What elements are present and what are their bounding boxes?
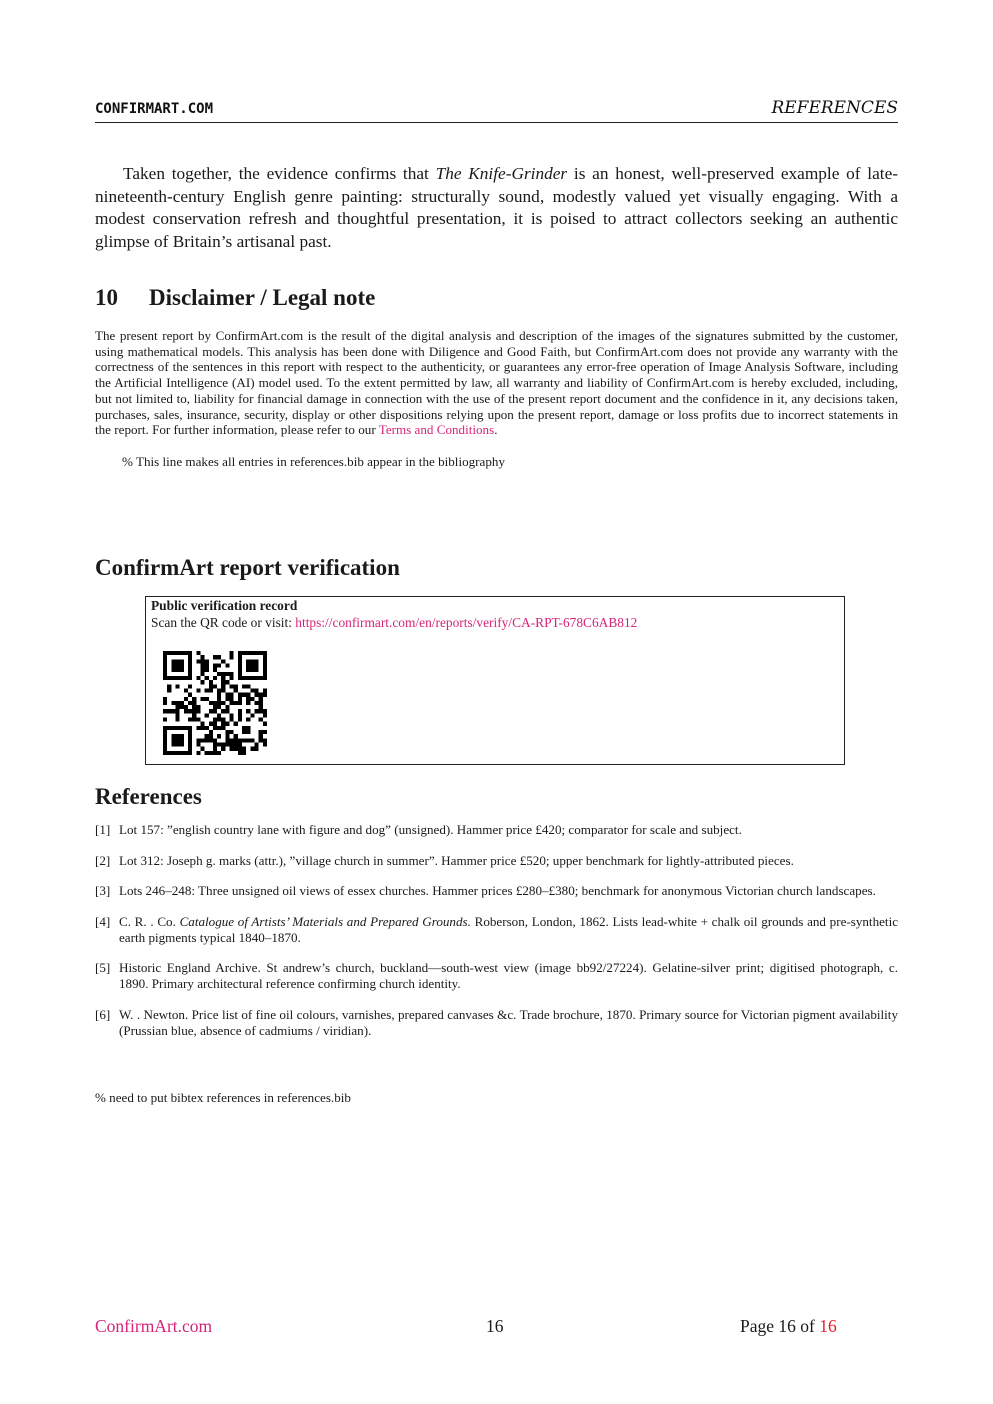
bibliography-comment: % This line makes all entries in references.bib appear in the bibliography xyxy=(122,454,505,469)
disclaimer-heading xyxy=(95,285,375,311)
conclusion-text-start: Taken together, the evidence confirms that xyxy=(123,164,436,183)
reference-label: [4] xyxy=(95,913,111,929)
verification-box xyxy=(145,596,845,765)
page-total-link[interactable]: 16 xyxy=(819,1316,837,1336)
painting-title: The Knife-Grinder xyxy=(435,164,568,183)
disclaimer-end: . xyxy=(494,422,498,438)
section-title: Disclaimer / Legal note xyxy=(149,285,376,310)
terms-link[interactable]: Terms and Conditions xyxy=(378,422,495,438)
disclaimer-text: The present report by ConfirmArt.com is the result of the digital analysis and description of the images of the signatures submitted by the customer, using mathematical models. This analysis has been done with Diligence and Good Faith, but ConfirmArt.com does not provide any warranty with the correctness of the sentences in this report with respect to the authenticity, or guarantees any error-free operation of Image Analysis Software, including the Artificial Intelligence (AI) model used. To the extent permitted by law, all warranty and liability of ConfirmArt.com is hereby excluded, including, but not limited to, liability for financial damage in connection with the use of the present report document and the confidence in it, any decisions taken, purchases, sales, insurance, security, display or other dispositions relying upon the present report, damage or loss profits due to incorrect statements in the report. For further information, please refer to our xyxy=(95,328,898,438)
references-heading: References xyxy=(95,784,202,809)
qr-modules xyxy=(163,651,267,755)
conclusion-text-end: is an honest, well-preserved example of late-nineteenth-century English genre painting: structurally sound, modestly valued yet visually engaging. With a modest conservation refresh and thoughtful presentation, it is poised to attract collectors seeking an authentic glimpse of Britain’s artisanal past. xyxy=(95,164,899,251)
reference-label: [1] xyxy=(95,822,111,837)
footer-page-count xyxy=(740,1316,837,1337)
disclaimer-paragraph xyxy=(95,328,898,438)
verification-url-link[interactable]: https://confirmart.com/en/reports/verify/CA-RPT-678C6AB812 xyxy=(295,615,638,630)
qr-code-icon xyxy=(163,651,267,755)
verification-box-title: Public verification record xyxy=(151,598,298,613)
verification-instructions xyxy=(151,615,637,631)
confirmart-logo: CONFIRMART.COM xyxy=(95,101,214,117)
page-count-prefix: Page 16 of xyxy=(740,1316,820,1336)
bibtex-comment: % need to put bibtex references in references.bib xyxy=(95,1090,351,1105)
reference-item xyxy=(95,914,898,946)
footer-page-number: 16 xyxy=(486,1316,504,1336)
reference-item xyxy=(95,960,898,992)
reference-text: Historic England Archive. St andrew’s church, buckland—south-west view (image bb92/27224). Gelatine-silver print; digitised photograph, c. 1890. Primary architectural reference confirming church identity. xyxy=(119,960,898,991)
reference-title: Catalogue of Artists’ Materials and Prepared Grounds. xyxy=(179,913,471,929)
reference-label: [2] xyxy=(95,852,111,868)
reference-text: W. . Newton. Price list of fine oil colours, varnishes, prepared canvases &c. Trade brochure, 1870. Primary source for Victorian pigment availability (Prussian blue, absence of cadmiums / viridian). xyxy=(119,1006,898,1038)
reference-label: [6] xyxy=(95,1006,111,1022)
reference-text: Lot 312: Joseph g. marks (attr.), ”village church in summer”. Hammer price £520; upper benchmark for lightly-attributed pieces. xyxy=(119,852,794,868)
running-header xyxy=(95,98,898,123)
reference-item xyxy=(95,883,898,899)
reference-label: [3] xyxy=(95,883,111,898)
reference-text: Lot 157: ”english country lane with figure and dog” (unsigned). Hammer price £420; comparator for scale and subject. xyxy=(119,822,742,837)
verification-heading: ConfirmArt report verification xyxy=(95,555,400,580)
reference-item xyxy=(95,822,898,838)
reference-text: Lots 246–248: Three unsigned oil views of essex churches. Hammer prices £280–£380; benchmark for anonymous Victorian church landscapes. xyxy=(119,883,876,898)
header-section-title: REFERENCES xyxy=(771,98,898,118)
reference-label: [5] xyxy=(95,960,111,975)
reference-author: C. R. . Co. xyxy=(119,913,180,929)
reference-list xyxy=(95,822,898,1053)
section-number: 10 xyxy=(95,285,118,310)
scan-text: Scan the QR code or visit: xyxy=(151,615,296,630)
reference-text: Roberson, London, 1862. Lists lead-white + chalk oil grounds and pre-synthetic earth pigments typical 1840–1870. xyxy=(119,913,899,945)
footer-site-link[interactable]: ConfirmArt.com xyxy=(95,1316,213,1336)
reference-item xyxy=(95,853,898,869)
reference-item xyxy=(95,1007,898,1039)
conclusion-paragraph xyxy=(95,163,898,253)
